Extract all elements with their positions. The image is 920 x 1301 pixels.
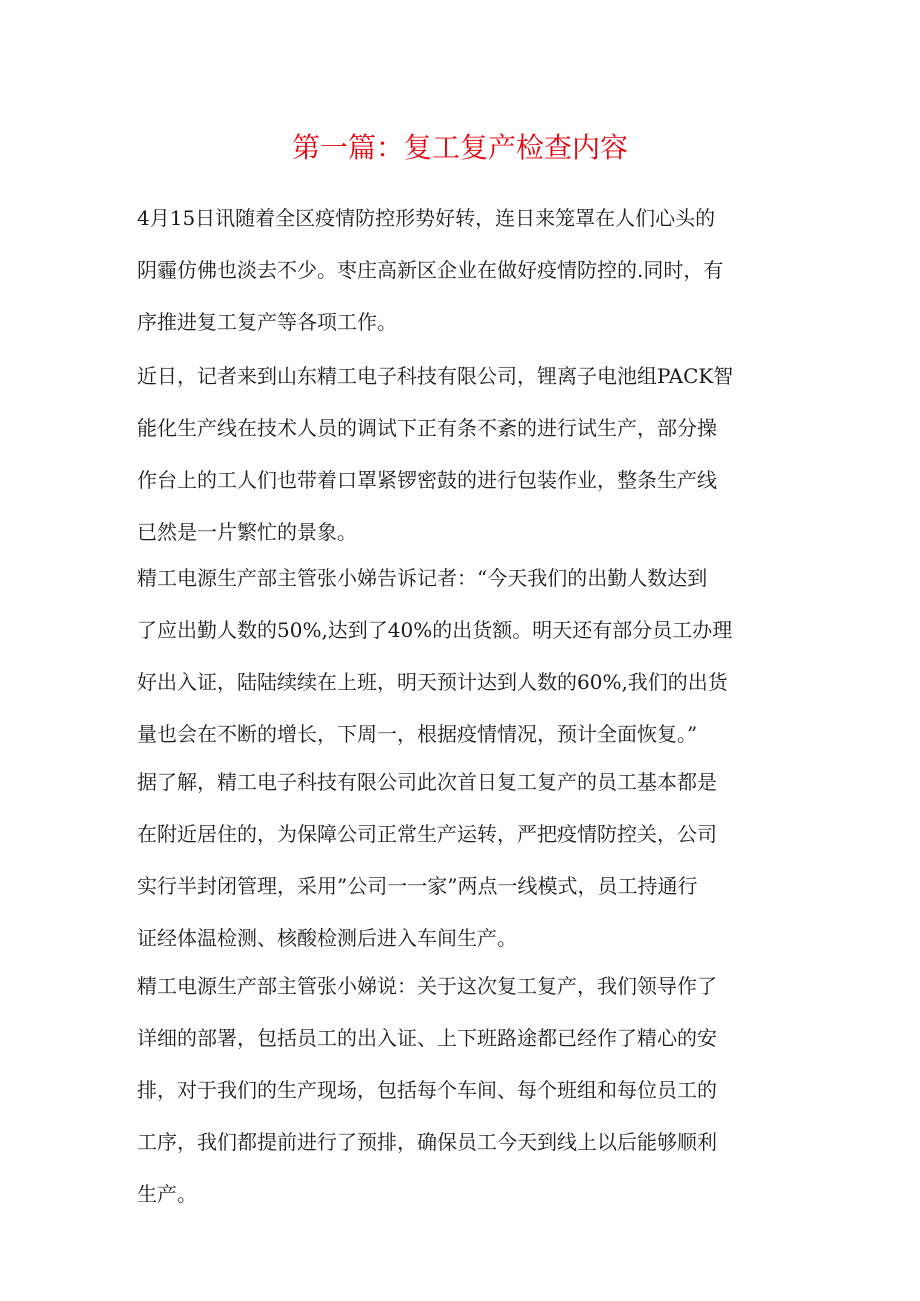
paragraph-line: 了应出勤人数的50%,达到了40%的出货额。明天还有部分员工办理 bbox=[137, 618, 733, 642]
paragraph-line: 序推进复工复产等各项工作。 bbox=[137, 310, 397, 334]
paragraph-line: 精工电源生产部主管张小娣说：关于这次复工复产，我们领导作了 bbox=[137, 974, 717, 998]
paragraph-line: 能化生产线在技术人员的调试下正有条不紊的进行试生产，部分操 bbox=[137, 416, 717, 440]
paragraph-line: 实行半封闭管理，采用”公司一一家”两点一线模式，员工持通行 bbox=[137, 874, 698, 898]
paragraph-1 bbox=[137, 192, 787, 348]
paragraph-3 bbox=[137, 552, 787, 760]
paragraph-4 bbox=[137, 756, 787, 964]
paragraph-line: 已然是一片繁忙的景象。 bbox=[137, 520, 357, 544]
paragraph-line: 近日，记者来到山东精工电子科技有限公司，锂离子电池组PACK智 bbox=[137, 364, 734, 388]
paragraph-line: 作台上的工人们也带着口罩紧锣密鼓的进行包装作业，整条生产线 bbox=[137, 468, 717, 492]
paragraph-line: 据了解，精工电子科技有限公司此次首日复工复产的员工基本都是 bbox=[137, 770, 717, 794]
paragraph-5 bbox=[137, 960, 787, 1220]
paragraph-line: 好出入证，陆陆续续在上班，明天预计达到人数的60%,我们的出货 bbox=[137, 670, 728, 694]
paragraph-line: 排，对于我们的生产现场，包括每个车间、每个班组和每位员工的 bbox=[137, 1078, 717, 1102]
paragraph-line: 生产。 bbox=[137, 1182, 197, 1206]
paragraph-line: 量也会在不断的增长，下周一，根据疫情情况，预计全面恢复。” bbox=[137, 722, 698, 746]
paragraph-line: 详细的部署，包括员工的出入证、上下班路途都已经作了精心的安 bbox=[137, 1026, 717, 1050]
paragraph-line: 证经体温检测、核酸检测后进入车间生产。 bbox=[137, 926, 517, 950]
paragraph-line: 工序，我们都提前进行了预排，确保员工今天到线上以后能够顺利 bbox=[137, 1130, 717, 1154]
paragraph-line: 4月15日讯随着全区疫情防控形势好转，连日来笼罩在人们心头的 bbox=[137, 206, 716, 230]
paragraph-line: 精工电源生产部主管张小娣告诉记者：“今天我们的出勤人数达到 bbox=[137, 566, 708, 590]
document-title: 第一篇：复工复产检查内容 bbox=[291, 131, 628, 164]
paragraph-2 bbox=[137, 350, 787, 558]
paragraph-line: 阴霾仿佛也淡去不少。枣庄高新区企业在做好疫情防控的.同时，有 bbox=[137, 258, 724, 282]
paragraph-line: 在附近居住的，为保障公司正常生产运转，严把疫情防控关，公司 bbox=[137, 822, 717, 846]
